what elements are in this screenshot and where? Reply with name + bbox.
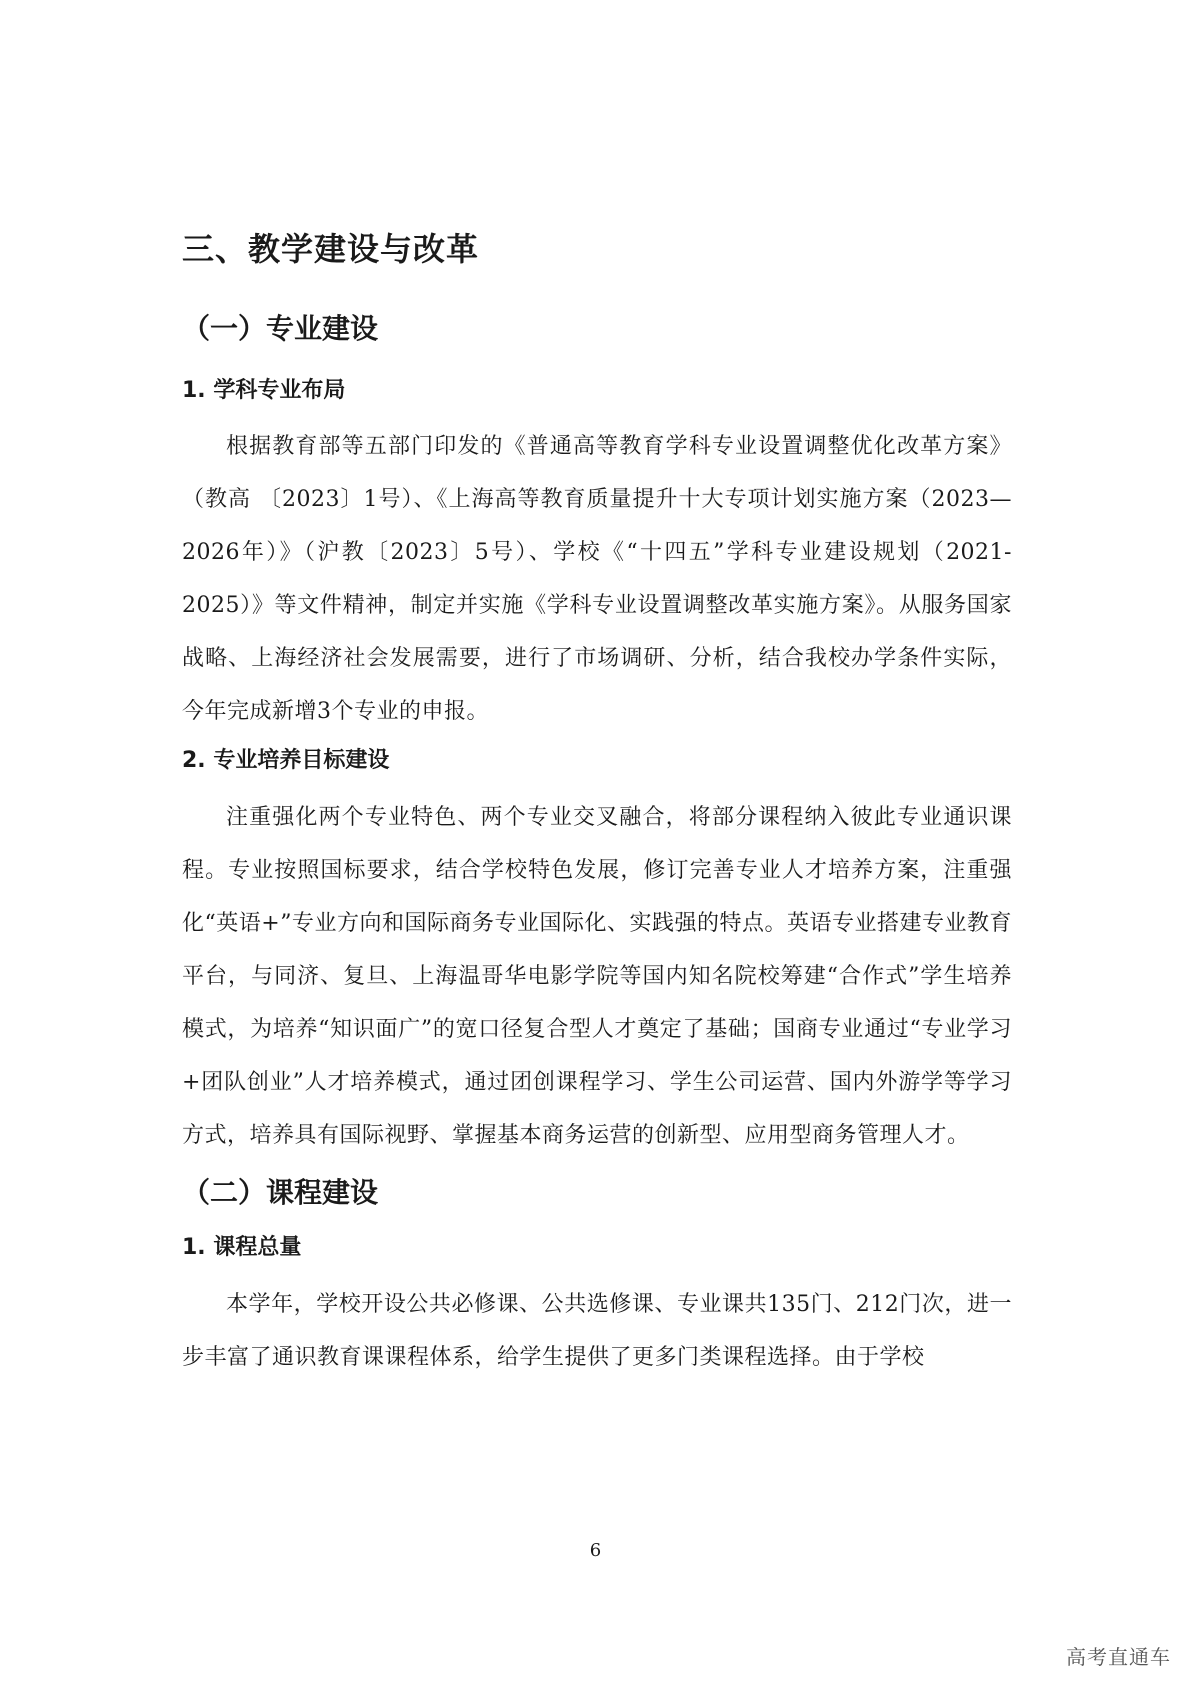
paragraph-discipline-layout: 根据教育部等五部门印发的《普通高等教育学科专业设置调整优化改革方案》（教高 〔2023〕1号）、《上海高等教育质量提升十大专项计划实施方案（2023—2026年）》（沪教〔2023〕5号）、学校《“十四五”学科专业建设规划（2021-2025）》等文件精神，制定并实施《学科专业设置调整改革实施方案》。从服务国家战略、上海经济社会发展需要，进行了市场调研、分析，结合我校办学条件实际，今年完成新增3个专业的申报。 bbox=[182, 434, 1012, 725]
page-number: 6 bbox=[589, 1540, 602, 1561]
paragraph-training-goals: 注重强化两个专业特色、两个专业交叉融合，将部分课程纳入彼此专业通识课程。专业按照国标要求，结合学校特色发展，修订完善专业人才培养方案，注重强化“英语+”专业方向和国际商务专业国际化、实践强的特点。英语专业搭建专业教育平台，与同济、复旦、上海温哥华电影学院等国内知名院校筹建“合作式”学生培养模式，为培养“知识面广”的宽口径复合型人才奠定了基础；国商专业通过“专业学习+团队创业”人才培养模式，通过团创课程学习、学生公司运营、国内外游学等学习方式，培养具有国际视野、掌握基本商务运营的创新型、应用型商务管理人才。 bbox=[182, 804, 1012, 1148]
page-content bbox=[182, 230, 1012, 1384]
item-heading-training-goals: 2. 专业培养目标建设 bbox=[182, 748, 390, 774]
subsection-heading-major-construction: （一）专业建设 bbox=[182, 312, 379, 346]
paragraph-course-total: 本学年，学校开设公共必修课、公共选修课、专业课共135门、212门次，进一步丰富了通识教育课课程体系，给学生提供了更多门类课程选择。由于学校 bbox=[182, 1291, 1012, 1370]
item-heading-discipline-layout: 1. 学科专业布局 bbox=[182, 377, 346, 403]
watermark-text: 高考直通车 bbox=[1066, 1645, 1171, 1669]
item-heading-course-total: 1. 课程总量 bbox=[182, 1235, 302, 1261]
subsection-heading-course-construction: （二）课程建设 bbox=[182, 1175, 379, 1209]
section-heading: 三、教学建设与改革 bbox=[182, 230, 480, 268]
